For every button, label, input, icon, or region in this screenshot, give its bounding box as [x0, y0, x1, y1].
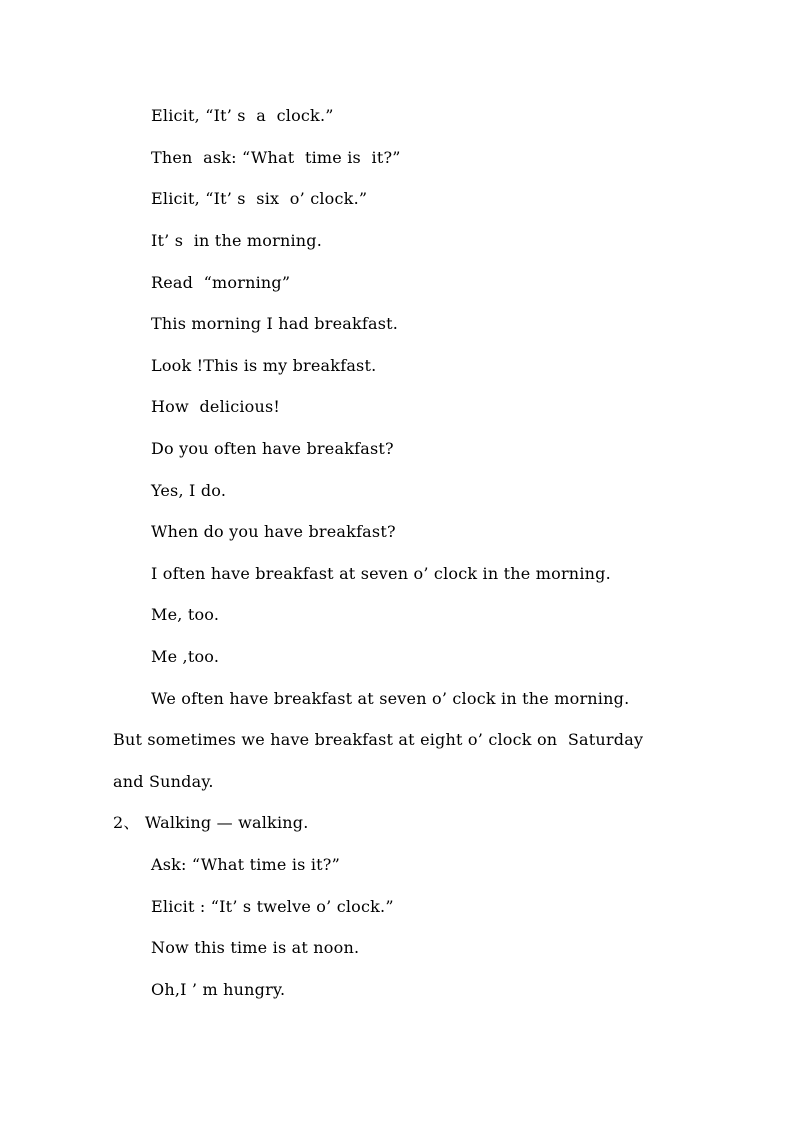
text-line: Do you often have breakfast? — [151, 439, 394, 458]
text-line: We often have breakfast at seven o’ clock in the morning. — [151, 689, 630, 708]
text-line: Then ask: “What time is it?” — [151, 148, 401, 167]
text-line: Read “morning” — [151, 273, 291, 292]
text-line: I often have breakfast at seven o’ clock in the morning. — [151, 564, 611, 583]
text-line: This morning I had breakfast. — [151, 314, 399, 333]
text-line: How delicious! — [151, 397, 281, 416]
text-line: Elicit, “It’ s a clock.” — [151, 106, 334, 125]
text-line: It’ s in the morning. — [151, 231, 323, 250]
text-line: 2、 Walking — walking. — [113, 813, 309, 832]
text-line: Yes, I do. — [151, 481, 227, 500]
text-line: But sometimes we have breakfast at eight o’ clock on Saturday — [113, 730, 644, 749]
text-line: Oh,I ’ m hungry. — [151, 980, 286, 999]
text-line: and Sunday. — [113, 772, 214, 791]
text-line: Me ,too. — [151, 647, 220, 666]
text-line: Now this time is at noon. — [151, 938, 360, 957]
text-line: Look !This is my breakfast. — [151, 356, 377, 375]
text-line: When do you have breakfast? — [151, 522, 396, 541]
text-line: Me, too. — [151, 605, 220, 624]
text-line: Elicit, “It’ s six o’ clock.” — [151, 189, 368, 208]
text-line: Ask: “What time is it?” — [151, 855, 340, 874]
text-line: Elicit : “It’ s twelve o’ clock.” — [151, 897, 394, 916]
